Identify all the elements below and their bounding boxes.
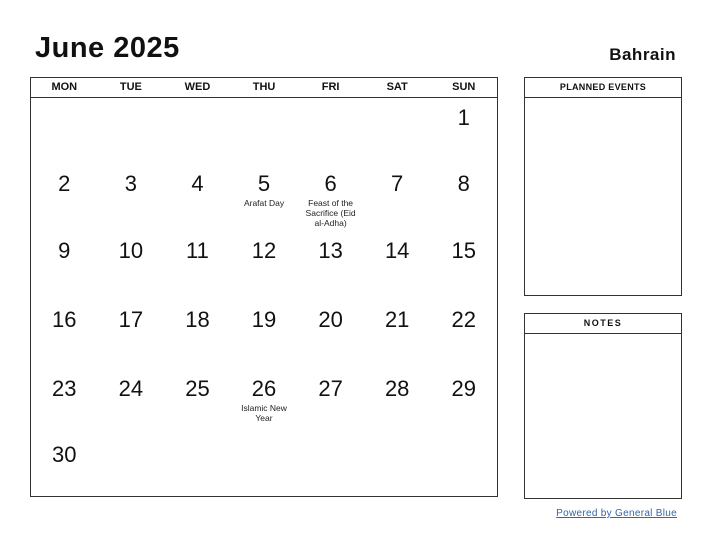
weekday-mon: MON xyxy=(51,81,78,93)
calendar-grid xyxy=(30,77,498,497)
day-number: 28 xyxy=(384,376,410,401)
notes-panel xyxy=(524,313,682,499)
day-cell xyxy=(231,300,298,332)
day-cell xyxy=(297,435,364,467)
week-row xyxy=(31,300,497,332)
day-cell xyxy=(364,98,431,130)
weekday-header xyxy=(31,78,497,98)
week-row xyxy=(31,435,497,467)
day-cell xyxy=(364,231,431,263)
day-cell xyxy=(164,435,231,467)
day-number: 2 xyxy=(58,171,71,196)
day-number: 29 xyxy=(451,376,476,401)
day-number: 25 xyxy=(185,376,210,401)
day-cell xyxy=(297,98,364,130)
week-row xyxy=(31,164,497,228)
holiday-label: Islamic New Year xyxy=(241,403,287,423)
day-number: 5 xyxy=(257,171,271,196)
day-cell xyxy=(364,369,431,423)
day-cell xyxy=(164,231,231,263)
day-cell xyxy=(430,435,497,467)
day-cell xyxy=(430,369,497,423)
day-number: 14 xyxy=(384,238,410,263)
day-cell xyxy=(31,164,98,228)
day-cell xyxy=(31,300,98,332)
day-number: 26 xyxy=(251,376,277,401)
weekday-fri: FRI xyxy=(321,81,340,93)
day-number: 21 xyxy=(384,307,410,332)
day-cell xyxy=(164,98,231,130)
day-number: 4 xyxy=(191,171,204,196)
day-cell xyxy=(231,435,298,467)
day-cell xyxy=(430,164,497,228)
day-number: 7 xyxy=(391,171,404,196)
planned-events-panel xyxy=(524,77,682,296)
day-number: 10 xyxy=(118,238,144,263)
weekday-tue: TUE xyxy=(119,81,142,93)
day-cell xyxy=(430,300,497,332)
planned-events-title: PLANNED EVENTS xyxy=(525,78,681,98)
day-cell xyxy=(98,98,165,130)
day-cell xyxy=(231,369,298,423)
day-number: 17 xyxy=(118,307,144,332)
day-cell xyxy=(364,164,431,228)
day-cell xyxy=(297,300,364,332)
country-label: Bahrain xyxy=(609,45,676,64)
day-cell xyxy=(98,369,165,423)
day-number: 23 xyxy=(52,376,77,401)
day-cell xyxy=(31,231,98,263)
day-cell xyxy=(31,98,98,130)
day-cell xyxy=(364,300,431,332)
day-cell xyxy=(364,435,431,467)
day-cell xyxy=(164,300,231,332)
day-number: 15 xyxy=(451,238,476,263)
day-number: 16 xyxy=(52,307,77,332)
day-number: 13 xyxy=(318,238,343,263)
day-number: 24 xyxy=(118,376,144,401)
day-number: 19 xyxy=(251,307,277,332)
day-number: 9 xyxy=(58,238,71,263)
day-cell xyxy=(98,300,165,332)
day-cell xyxy=(297,231,364,263)
page-title: June 2025 xyxy=(35,32,180,64)
weekday-sun: SUN xyxy=(452,81,476,93)
week-row xyxy=(31,369,497,423)
day-cell xyxy=(98,231,165,263)
holiday-label: Arafat Day xyxy=(243,198,285,208)
weekday-thu: THU xyxy=(252,81,276,93)
day-number: 18 xyxy=(185,307,210,332)
day-number: 8 xyxy=(457,171,470,196)
day-cell xyxy=(31,369,98,423)
powered-by-link[interactable]: Powered by General Blue xyxy=(556,508,677,519)
day-cell xyxy=(98,435,165,467)
week-row xyxy=(31,231,497,263)
weekday-sat: SAT xyxy=(386,81,408,93)
week-row xyxy=(31,98,497,130)
day-cell xyxy=(297,369,364,423)
day-number: 20 xyxy=(318,307,343,332)
day-cell xyxy=(98,164,165,228)
day-cell xyxy=(430,98,497,130)
holiday-label: Feast of the Sacrifice (Eid al-Adha) xyxy=(305,198,356,228)
day-number: 3 xyxy=(124,171,137,196)
day-cell xyxy=(297,164,364,228)
day-number: 27 xyxy=(318,376,343,401)
day-number: 6 xyxy=(324,171,337,196)
day-number: 12 xyxy=(251,238,277,263)
day-number: 11 xyxy=(186,238,209,263)
day-number: 22 xyxy=(451,307,476,332)
day-cell xyxy=(164,369,231,423)
day-cell xyxy=(231,164,298,228)
day-cell xyxy=(31,435,98,467)
day-number: 30 xyxy=(52,442,77,467)
day-cell xyxy=(164,164,231,228)
day-cell xyxy=(231,231,298,263)
day-cell xyxy=(430,231,497,263)
day-cell xyxy=(231,98,298,130)
notes-title: NOTES xyxy=(525,314,681,334)
weekday-wed: WED xyxy=(184,81,211,93)
day-number: 1 xyxy=(457,105,470,130)
